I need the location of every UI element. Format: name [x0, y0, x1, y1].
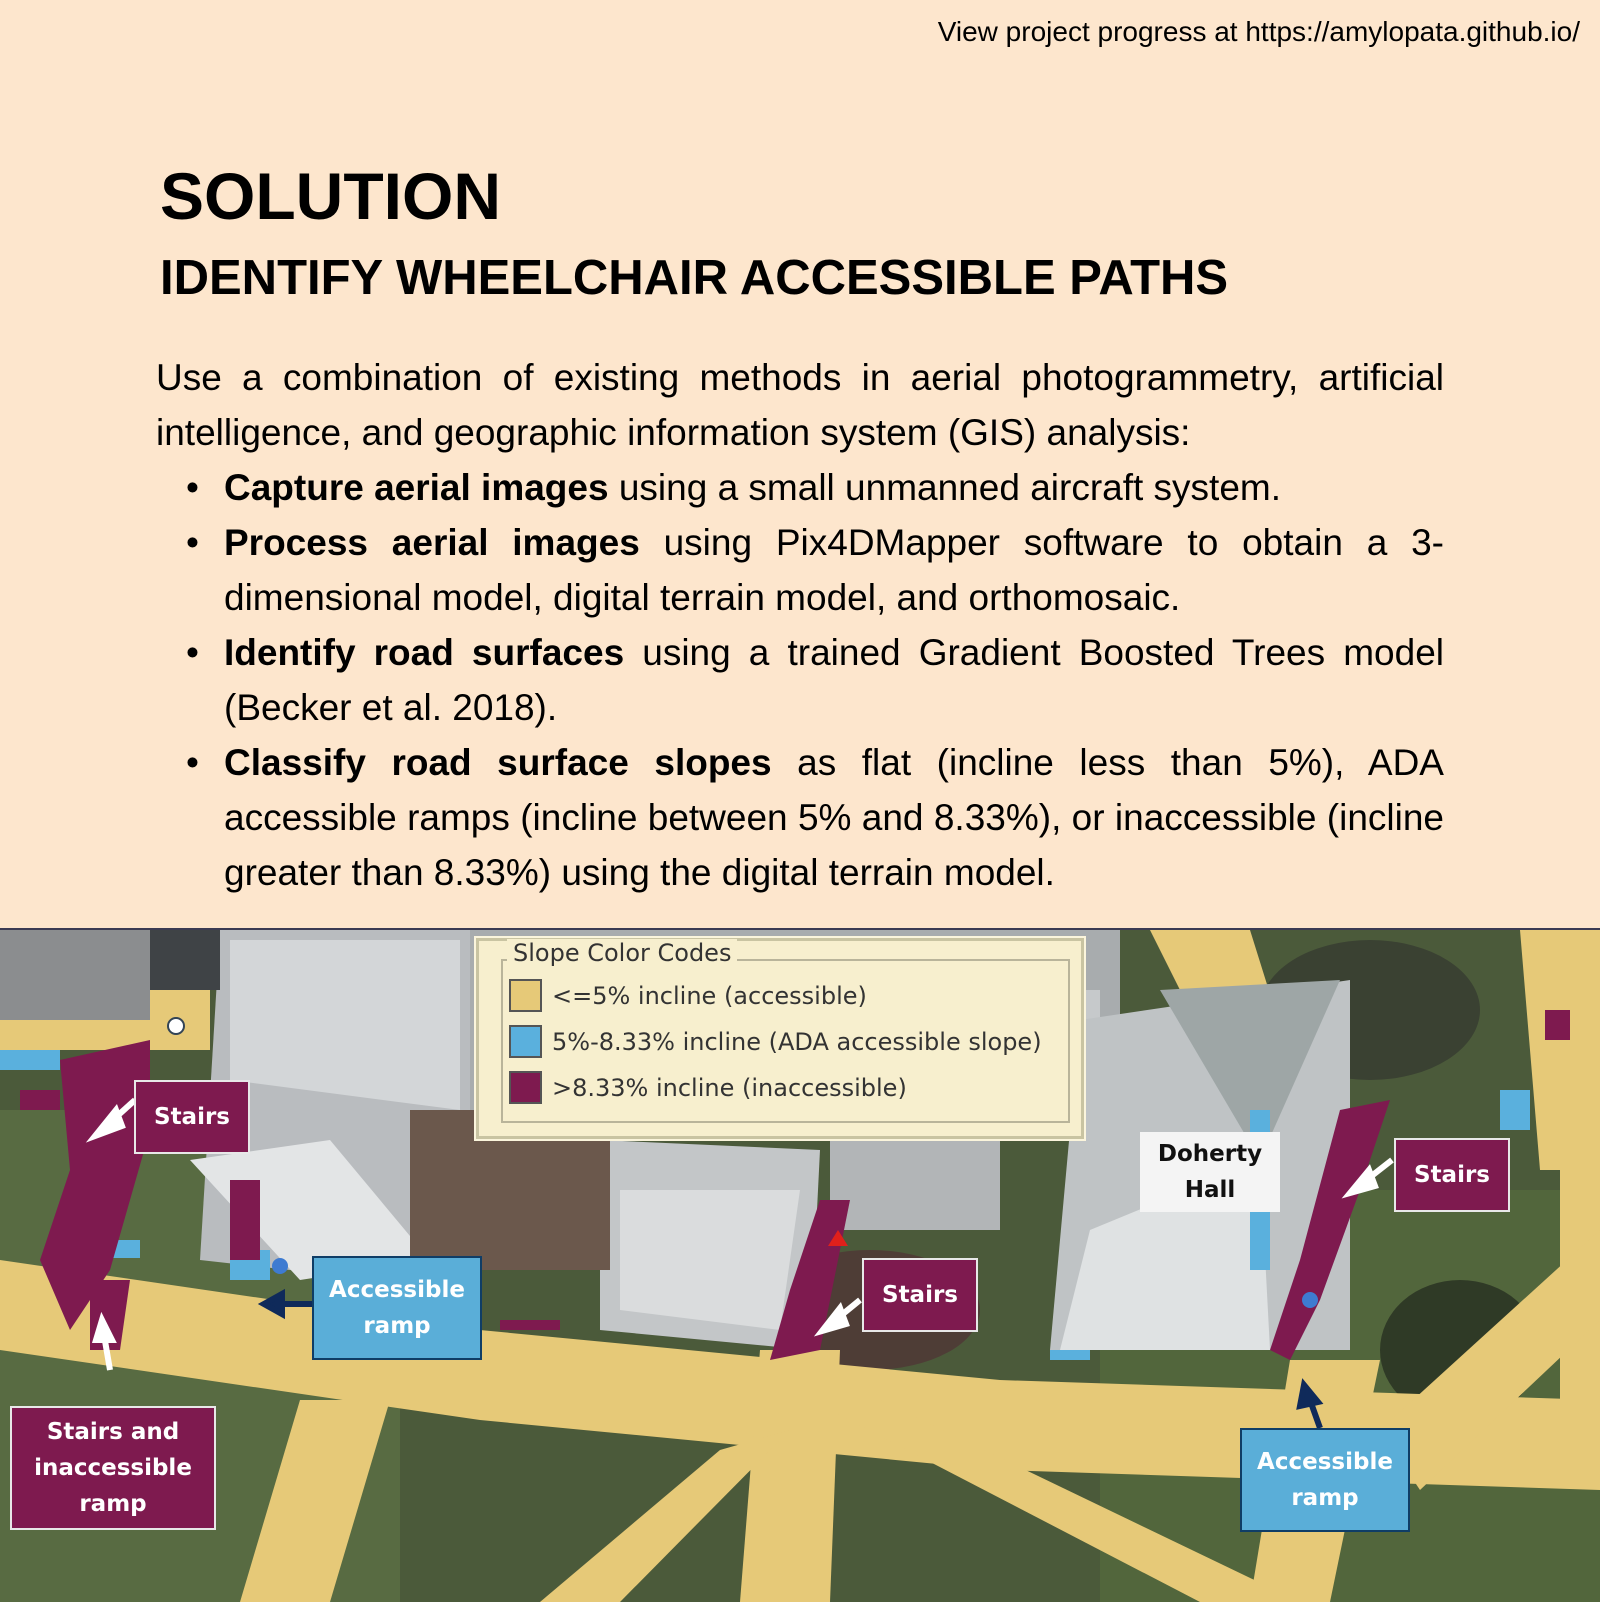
accessible-ramp-label-west: Accessible ramp: [312, 1256, 482, 1360]
page-subtitle: IDENTIFY WHEELCHAIR ACCESSIBLE PATHS: [160, 251, 1229, 305]
stairs-label-center: Stairs: [862, 1258, 978, 1332]
legend-item-inaccessible: [509, 1071, 907, 1104]
swatch-flat: [509, 979, 542, 1012]
stairs-inaccessible-ramp-label: Stairs and inaccessible ramp: [10, 1406, 216, 1530]
legend-item-flat: [509, 979, 867, 1012]
bullet-bold: Identify road surfaces: [224, 632, 625, 673]
stairs-label-east: Stairs: [1394, 1138, 1510, 1212]
swatch-ada: [509, 1025, 542, 1058]
bullet-text: as flat (incline less than 5%), ADA accessible ramps (incline between 5% and 8.33%), or inaccessible (incline greater than 8.33%) using the digital terrain model.: [224, 742, 1444, 893]
bullet-text: using a trained Gradient Boosted Trees model (Becker et al. 2018).: [224, 632, 1444, 728]
method-list: [156, 460, 1444, 900]
slope-legend: [476, 938, 1084, 1139]
list-item: [224, 515, 1444, 625]
bullet-bold: Process aerial images: [224, 522, 640, 563]
bullet-bold: Capture aerial images: [224, 467, 609, 508]
body-text: [156, 350, 1444, 900]
swatch-inaccessible: [509, 1071, 542, 1104]
accessible-ramp-label-east: Accessible ramp: [1240, 1428, 1410, 1532]
intro-paragraph: Use a combination of existing methods in aerial photogrammetry, artificial intelligence, and geographic information system (GIS) analysis:: [156, 357, 1444, 453]
list-item: [224, 460, 1444, 515]
legend-label: <=5% incline (accessible): [552, 981, 867, 1010]
legend-label: 5%-8.33% incline (ADA accessible slope): [552, 1027, 1042, 1056]
slope-map: [0, 928, 1600, 1602]
bullet-bold: Classify road surface slopes: [224, 742, 772, 783]
building-label: Doherty Hall: [1140, 1132, 1280, 1212]
page-title: SOLUTION: [160, 159, 501, 233]
legend-item-ada: [509, 1025, 1042, 1058]
list-item: [224, 625, 1444, 735]
project-progress-link[interactable]: View project progress at https://amylopata.github.io/: [937, 16, 1580, 47]
list-item: [224, 735, 1444, 900]
bullet-text: using a small unmanned aircraft system.: [608, 467, 1282, 508]
bullet-text: using Pix4DMapper software to obtain a 3-dimensional model, digital terrain model, and orthomosaic.: [224, 522, 1444, 618]
legend-label: >8.33% incline (inaccessible): [552, 1073, 907, 1102]
stairs-label-west: Stairs: [134, 1080, 250, 1154]
legend-title: Slope Color Codes: [507, 939, 737, 967]
